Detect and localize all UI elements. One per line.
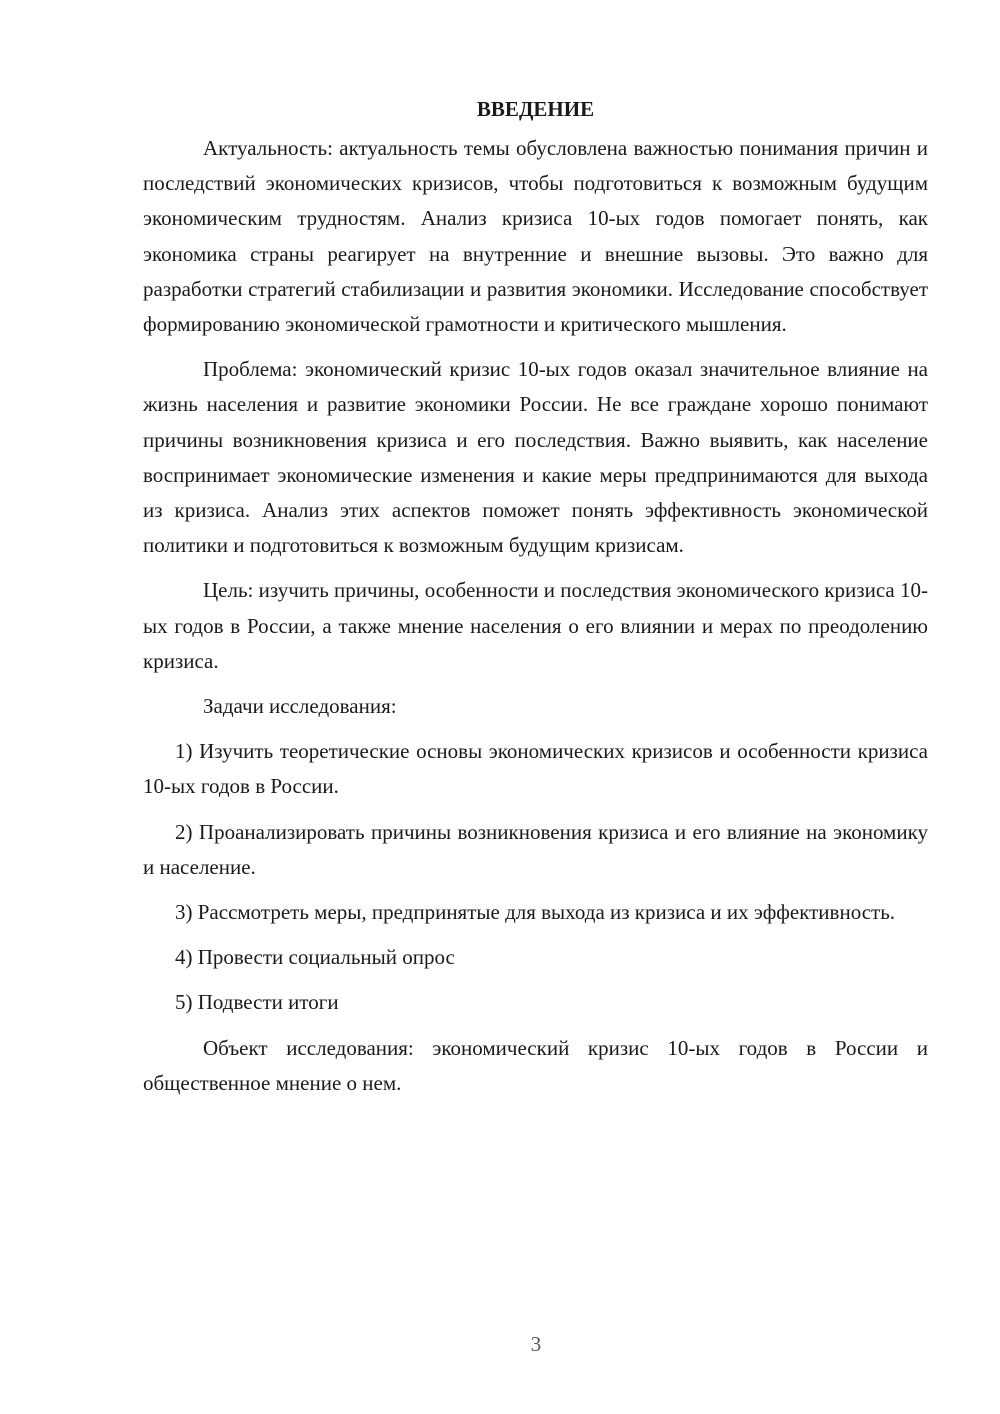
task-item-2: 2) Проанализировать причины возникновения кризиса и его влияние на экономику и население. (143, 819, 928, 879)
page-number: 3 (530, 1332, 542, 1356)
paragraph-relevance: Актуальность: актуальность темы обусловлена важностью понимания причин и последствий экономических кризисов, чтобы подготовиться к возможным будущим экономическим трудностям. Анализ кризиса 10-ых годов помогает понять, как экономика страны реагирует на внутренние и внешние вызовы. Это важно для разработки стратегий стабилизации и развития экономики. Исследование способствует формированию экономической грамотности и критического мышления. (143, 136, 928, 337)
paragraph-object: Объект исследования: экономический кризис 10-ых годов в России и общественное мнение о нем. (143, 1035, 928, 1095)
paragraph-problem: Проблема: экономический кризис 10-ых годов оказал значительное влияние на жизнь населения и развитие экономики России. Не все граждане хорошо понимают причины возникновения кризиса и его последствия. Важно выявить, как население воспринимает экономические изменения и какие меры предпринимаются для выхода из кризиса. Анализ этих аспектов поможет понять эффективность экономической политики и подготовиться к возможным будущим кризисам. (143, 357, 928, 558)
task-item-3: 3) Рассмотреть меры, предпринятые для выхода из кризиса и их эффективность. (175, 900, 896, 925)
document-page (143, 92, 928, 1111)
section-title: ВВЕДЕНИЕ (476, 97, 595, 121)
task-item-1: 1) Изучить теоретические основы экономических кризисов и особенности кризиса 10-ых годов в России. (143, 739, 928, 799)
tasks-heading: Задачи исследования: (203, 694, 397, 719)
task-item-4: 4) Провести социальный опрос (175, 945, 455, 970)
task-item-5: 5) Подвести итоги (175, 990, 339, 1015)
paragraph-goal: Цель: изучить причины, особенности и последствия экономического кризиса 10-ых годов в России, а также мнение населения о его влиянии и мерах по преодолению кризиса. (143, 578, 928, 673)
